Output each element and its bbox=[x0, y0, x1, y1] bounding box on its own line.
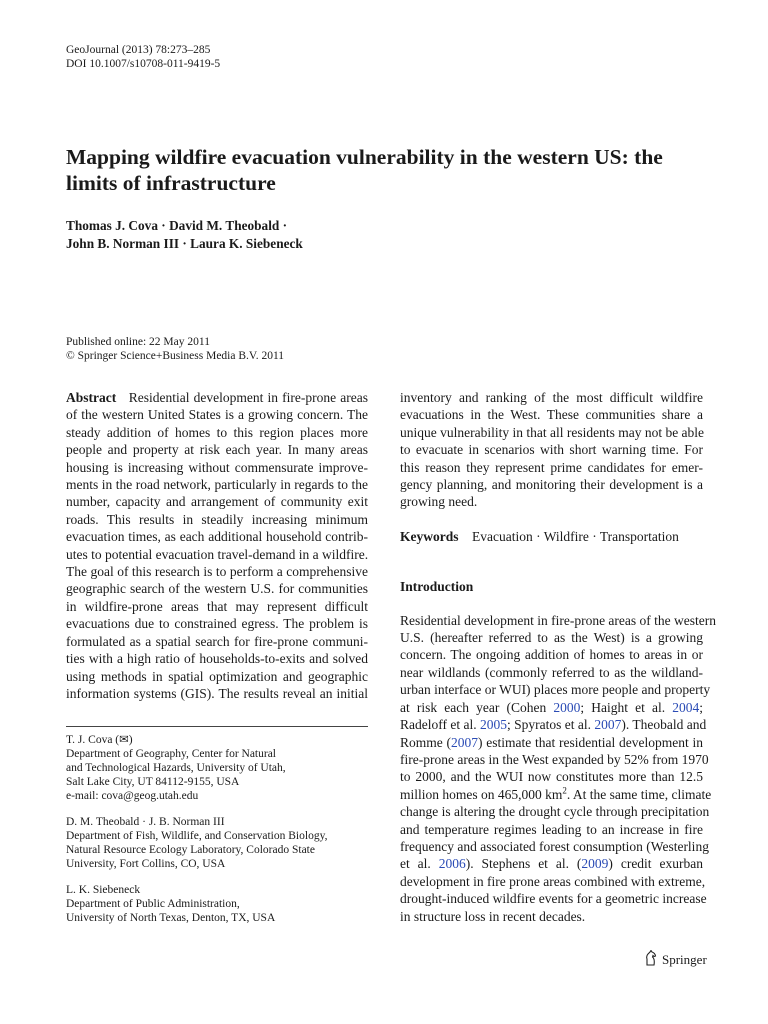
abstract-line: Abstract Residential development in fire-prone areas bbox=[66, 390, 368, 405]
abstract-line: evacuations in the West. These communities share a bbox=[400, 407, 703, 423]
intro-line: million homes on 465,000 $km^2$. At the same time, climate bbox=[400, 785, 712, 802]
journal-citation: GeoJournal (2013) 78:273–285 bbox=[66, 44, 211, 56]
abstract-line: utes to potential evacuation travel-demand in a wildfire. bbox=[66, 546, 369, 562]
abstract-line: The goal of this research is to perform a comprehensive bbox=[66, 564, 368, 580]
springer-logo bbox=[644, 950, 707, 970]
citation-link[interactable]: 2007 bbox=[451, 734, 479, 750]
section-heading-introduction: Introduction bbox=[400, 579, 474, 595]
affiliation-line: D. M. Theobald · J. B. Norman III bbox=[66, 816, 225, 828]
keywords-text: Evacuation · Wildfire · Transportation bbox=[472, 528, 679, 544]
citation-link[interactable]: 2006 bbox=[438, 856, 466, 872]
intro-line: urban interface or WUI) places more people and property bbox=[400, 682, 711, 698]
abstract-line: ties with a high ratio of households-to-exits and solved bbox=[66, 651, 368, 667]
affiliation-block bbox=[66, 815, 327, 871]
intro-line: Residential development in fire-prone areas of the western bbox=[400, 612, 717, 628]
intro-line: to 2000, and the WUI now constitutes more than 12.5 bbox=[400, 769, 703, 785]
abstract-line: inventory and ranking of the most difficult wildfire bbox=[400, 390, 703, 405]
intro-line: U.S. (hereafter referred to as the West) is a growing bbox=[400, 630, 703, 646]
affiliations bbox=[66, 733, 327, 937]
left-column bbox=[66, 389, 368, 702]
abstract-line: formulated as a spatial search for fire-prone communi- bbox=[66, 633, 368, 649]
affiliation-block bbox=[66, 883, 327, 925]
footnote-divider bbox=[66, 726, 368, 727]
citation-link[interactable]: 2005 bbox=[479, 717, 507, 733]
right-column bbox=[400, 389, 717, 925]
abstract-line: unique vulnerability in that all residents may not be able bbox=[400, 424, 705, 440]
introduction-body bbox=[400, 612, 717, 925]
doi: DOI 10.1007/s10708-011-9419-5 bbox=[66, 58, 221, 70]
abstract-line: information systems (GIS). The results reveal an initial bbox=[66, 685, 368, 701]
abstract-line: number, capacity and arrangement of community exit bbox=[66, 494, 368, 510]
abstract-line: of the western United States is a growing concern. The bbox=[66, 407, 368, 423]
intro-line: drought-induced wildfire events for a geometric increase bbox=[400, 891, 707, 907]
affiliation-line: and Technological Hazards, University of Utah, bbox=[66, 762, 286, 774]
abstract-line: geographic search of the western U.S. for communities bbox=[66, 581, 368, 597]
abstract-line: people and property at risk each year. In many areas bbox=[66, 442, 368, 458]
affiliation-line: Department of Fish, Wildlife, and Conservation Biology, bbox=[66, 830, 328, 842]
intro-line: et al. 2006). Stephens et al. (2009) credit exurban bbox=[400, 856, 703, 872]
intro-line: change is altering the drought cycle through precipitation bbox=[400, 804, 710, 820]
affiliation-line: T. J. Cova (✉) bbox=[66, 734, 133, 746]
affiliation-line: Salt Lake City, UT 84112-9155, USA bbox=[66, 776, 240, 788]
abstract-line: roads. This results in steadily increasing minimum bbox=[66, 511, 368, 527]
abstract-line: gency planning, and monitoring their development is a bbox=[400, 477, 703, 493]
intro-line: near wildlands (commonly referred to as the wildland- bbox=[400, 664, 703, 680]
affiliation-line: University, Fort Collins, CO, USA bbox=[66, 858, 226, 870]
intro-line: fire-prone areas in the West expanded by 52% from 1970 bbox=[400, 751, 709, 767]
abstract-line: growing need. bbox=[400, 494, 478, 510]
publisher-name: Springer bbox=[662, 952, 707, 967]
author-line: John B. Norman III · Laura K. Siebeneck bbox=[66, 236, 303, 251]
publication-info bbox=[66, 335, 284, 363]
abstract-label: Abstract bbox=[66, 390, 117, 405]
affiliation-line: Department of Geography, Center for Natural bbox=[66, 748, 277, 760]
author-line: Thomas J. Cova · David M. Theobald · bbox=[66, 218, 288, 233]
abstract-line: evacuations due to constrained egress. The problem is bbox=[66, 616, 368, 632]
abstract-line: ments in the road network, particularly in regards to the bbox=[66, 477, 368, 493]
affiliation-line: L. K. Siebeneck bbox=[66, 884, 141, 896]
abstract-line: steady addition of homes to this region places more bbox=[66, 424, 368, 440]
intro-line: frequency and associated forest consumption (Westerling bbox=[400, 838, 709, 854]
intro-line: development in fire prone areas combined with extreme, bbox=[400, 873, 706, 889]
abstract-line: to evacuate in scenarios with short warning time. For bbox=[400, 442, 703, 458]
email-line[interactable]: e-mail: cova@geog.utah.edu bbox=[66, 790, 199, 802]
keywords bbox=[400, 528, 703, 545]
copyright: © Springer Science+Business Media B.V. 2011 bbox=[66, 350, 285, 362]
author-list bbox=[66, 217, 303, 253]
published-date: Published online: 22 May 2011 bbox=[66, 336, 210, 348]
citation-link[interactable]: 2009 bbox=[581, 856, 609, 872]
abstract-line: evacuation times, as each additional household contrib- bbox=[66, 529, 368, 545]
affiliation-line: Natural Resource Ecology Laboratory, Colorado State bbox=[66, 844, 315, 856]
intro-line: Romme (2007) estimate that residential development in bbox=[400, 734, 703, 750]
intro-line: concern. The ongoing addition of homes to areas in or bbox=[400, 647, 703, 663]
journal-info bbox=[66, 43, 220, 71]
affiliation-line: Department of Public Administration, bbox=[66, 898, 240, 910]
abstract-line: housing is increasing without commensurate improve- bbox=[66, 459, 368, 475]
springer-horse-icon bbox=[644, 950, 658, 970]
paper-title: Mapping wildfire evacuation vulnerability in the western US: the limits of infrastructure bbox=[66, 145, 663, 195]
intro-line: at risk each year (Cohen 2000; Haight et al. 2004; bbox=[400, 699, 703, 715]
citation-link[interactable]: 2007 bbox=[594, 717, 622, 733]
abstract-line: this reason they represent prime candidates for emer- bbox=[400, 459, 703, 475]
abstract-line: in wildfire-prone areas that may represent difficult bbox=[66, 598, 368, 614]
keywords-label: Keywords bbox=[400, 528, 459, 544]
citation-link[interactable]: 2004 bbox=[672, 699, 700, 715]
affiliation-block bbox=[66, 733, 327, 803]
affiliation-line: University of North Texas, Denton, TX, USA bbox=[66, 912, 276, 924]
intro-line: Radeloff et al. 2005; Spyratos et al. 2007). Theobald and bbox=[400, 717, 707, 733]
intro-line: and temperature regimes leading to an increase in fire bbox=[400, 821, 703, 837]
intro-line: in structure loss in recent decades. bbox=[400, 908, 586, 924]
abstract-line: using methods in spatial optimization and geographic bbox=[66, 668, 368, 684]
citation-link[interactable]: 2000 bbox=[553, 699, 581, 715]
abstract-continuation bbox=[400, 389, 703, 511]
